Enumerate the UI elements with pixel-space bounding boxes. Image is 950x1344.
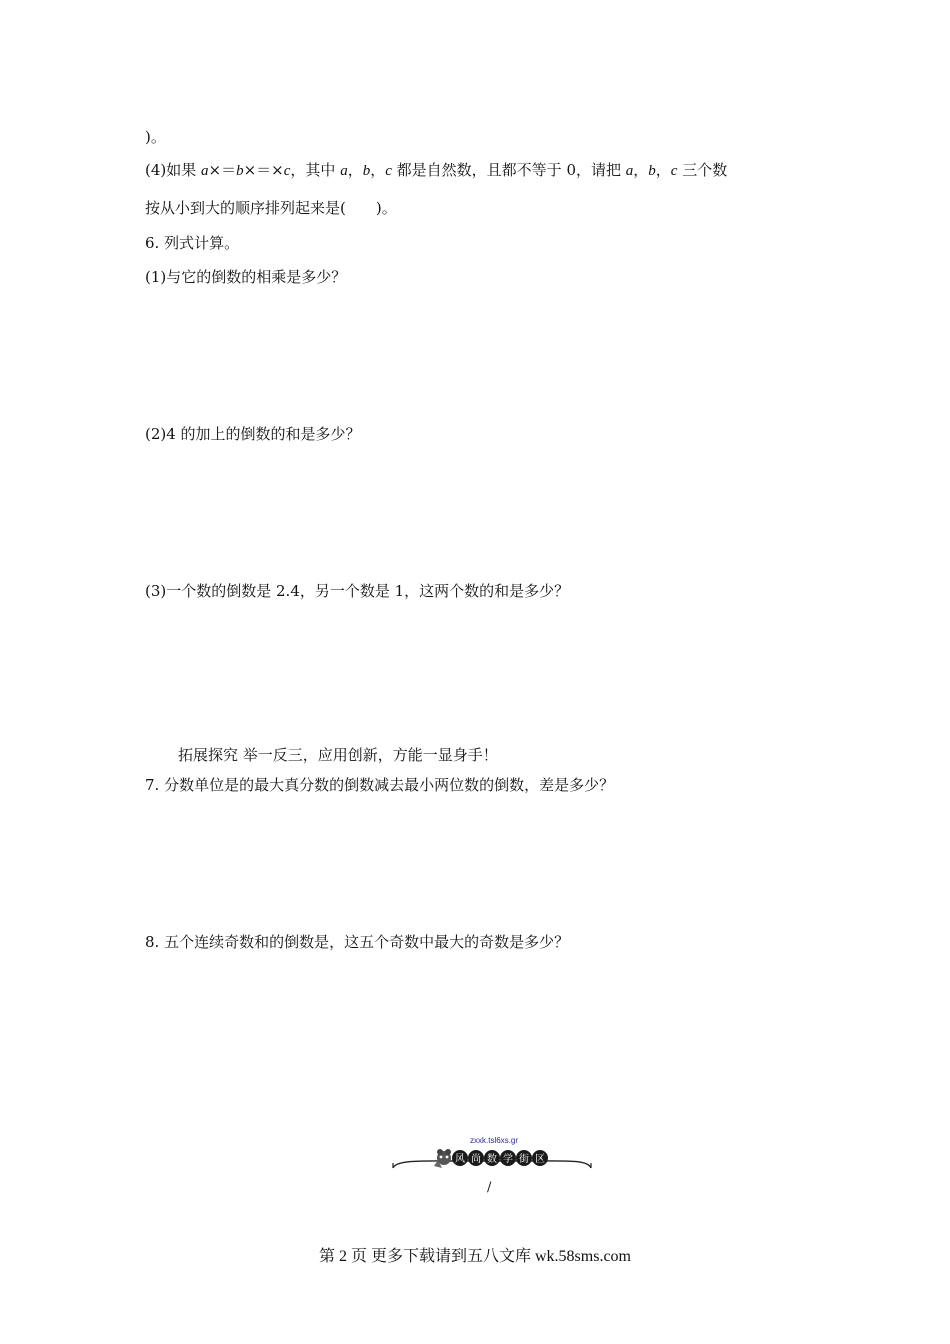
logo-url-text: zxxk.tsl6xs.gr (470, 1136, 519, 1145)
logo-char: 数 (487, 1154, 497, 1165)
brand-logo (390, 1136, 595, 1176)
question-8: 8. 五个连续奇数和的倒数是，这五个奇数中最大的奇数是多少？ (145, 933, 570, 951)
logo-title-circles (452, 1150, 548, 1166)
mascot-icon (434, 1149, 451, 1168)
question-6-3: (3)一个数的倒数是 2.4，另一个数是 1，这两个数的和是多少？ (145, 582, 570, 600)
question-6-heading: 6. 列式计算。 (145, 234, 240, 252)
logo-char: 街 (519, 1154, 529, 1165)
question-7: 7. 分数单位是的最大真分数的倒数减去最小两位数的倒数，差是多少？ (145, 776, 615, 794)
answer-blank-close: )。 (145, 128, 166, 146)
question-5-4-line-2: 按从小到大的顺序排列起来是( )。 (145, 199, 397, 217)
question-6-2: (2)4 的加上的倒数的和是多少？ (145, 425, 361, 443)
question-6-1: (1)与它的倒数的相乘是多少？ (145, 268, 347, 286)
page-separator-slash: / (487, 1180, 492, 1195)
page-footer: 第 2 页 更多下载请到五八文库 wk.58sms.com (318, 1248, 631, 1265)
logo-char: 区 (535, 1154, 545, 1165)
logo-char: 学 (503, 1154, 513, 1165)
question-5-4-line-1: (4)如果 a×＝b×＝×c，其中 a，b，c 都是自然数，且都不等于 0，请把 a，b，c 三个数 (145, 161, 728, 179)
extension-section-heading: 拓展探究 举一反三，应用创新，方能一显身手！ (178, 746, 498, 764)
logo-char: 尚 (471, 1154, 481, 1165)
logo-char: 风 (455, 1154, 465, 1165)
